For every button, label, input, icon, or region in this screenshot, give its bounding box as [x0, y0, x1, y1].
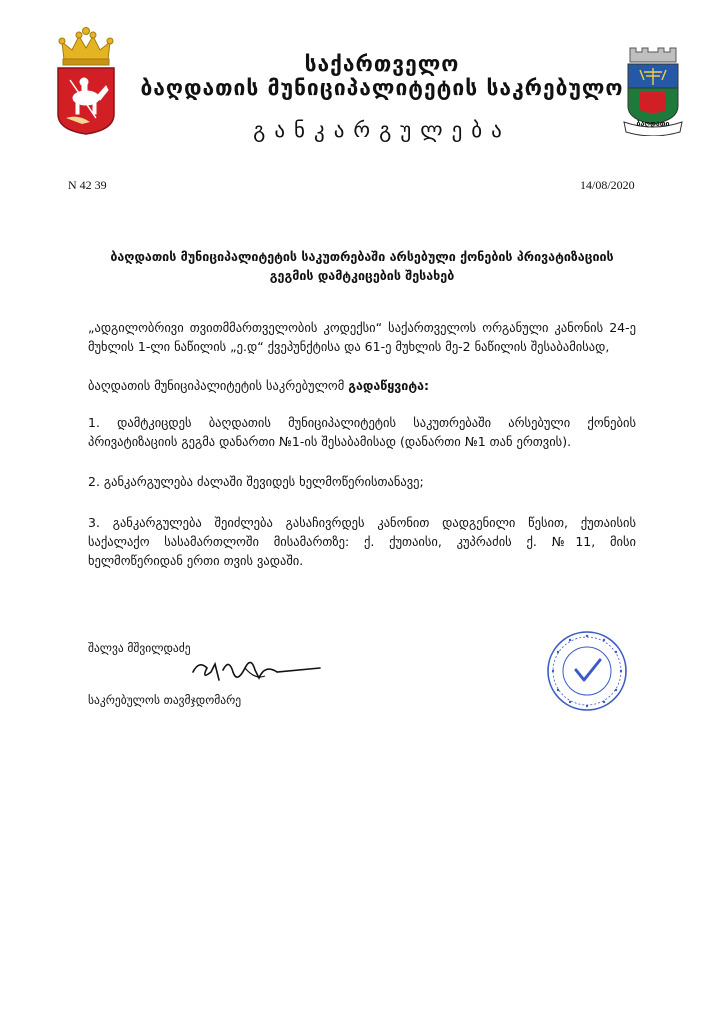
item-1: 1. დამტკიცდეს ბაღდათის მუნიციპალიტეტის საკუთრებაში არსებული ქონების პრივატიზაციის გეგმა დანართი №1-ის შესაბამისად (დანართი №1 თან ერთვის).	[88, 415, 636, 449]
decision-subject: ბაღდათის მუნიციპალიტეტის საკრებულომ	[88, 378, 345, 393]
item-3: 3. განკარგულება შეიძლება გასაჩივრდეს კანონით დადგენილი წესით, ქუთაისის საქალაქო სასამართლოში მისამართზე: ქ. ქუთაისი, კუპრაძის ქ. №11, მისი ხელმოწერიდან ერთი თვის ვადაში.	[88, 515, 636, 568]
handwritten-signature-icon	[185, 650, 325, 690]
title-line-1: ბაღდათის მუნიციპალიტეტის საკუთრებაში არსებული ქონების პრივატიზაციის	[110, 249, 614, 264]
baghdati-ribbon-text: ბაღდათი	[636, 120, 670, 128]
document-date: 14/08/2020	[580, 178, 635, 192]
baghdati-coat-of-arms-icon	[620, 40, 686, 136]
decision-verb: გადაწყვიტა:	[348, 378, 430, 393]
signatory-name: შალვა მშვილდაძე	[88, 641, 191, 655]
title-line-2: გეგმის დამტკიცების შესახებ	[269, 268, 455, 283]
signatory-role: საკრებულოს თავმჯდომარე	[88, 693, 242, 707]
official-seal-icon	[546, 630, 628, 712]
header-council: ბაღდათის მუნიციპალიტეტის საკრებულო	[140, 76, 624, 100]
preamble-paragraph: „ადგილობრივი თვითმმართველობის კოდექსი“ საქართველოს ორგანული კანონის 24-ე მუხლის 1-ლი ნაწილის „ე.დ“ ქვეპუნქტისა და 61-ე მუხლის მე-2 ნაწილის შესაბამისად,	[88, 320, 636, 354]
decision-line	[88, 376, 636, 395]
item-2: 2. განკარგულება ძალაში შევიდეს ხელმოწერისთანავე;	[88, 474, 424, 489]
document-number: N 42 39	[68, 178, 107, 192]
document-title	[60, 247, 664, 285]
document-type: განკარგულება	[253, 118, 511, 142]
header-country: საქართველო	[304, 52, 460, 76]
